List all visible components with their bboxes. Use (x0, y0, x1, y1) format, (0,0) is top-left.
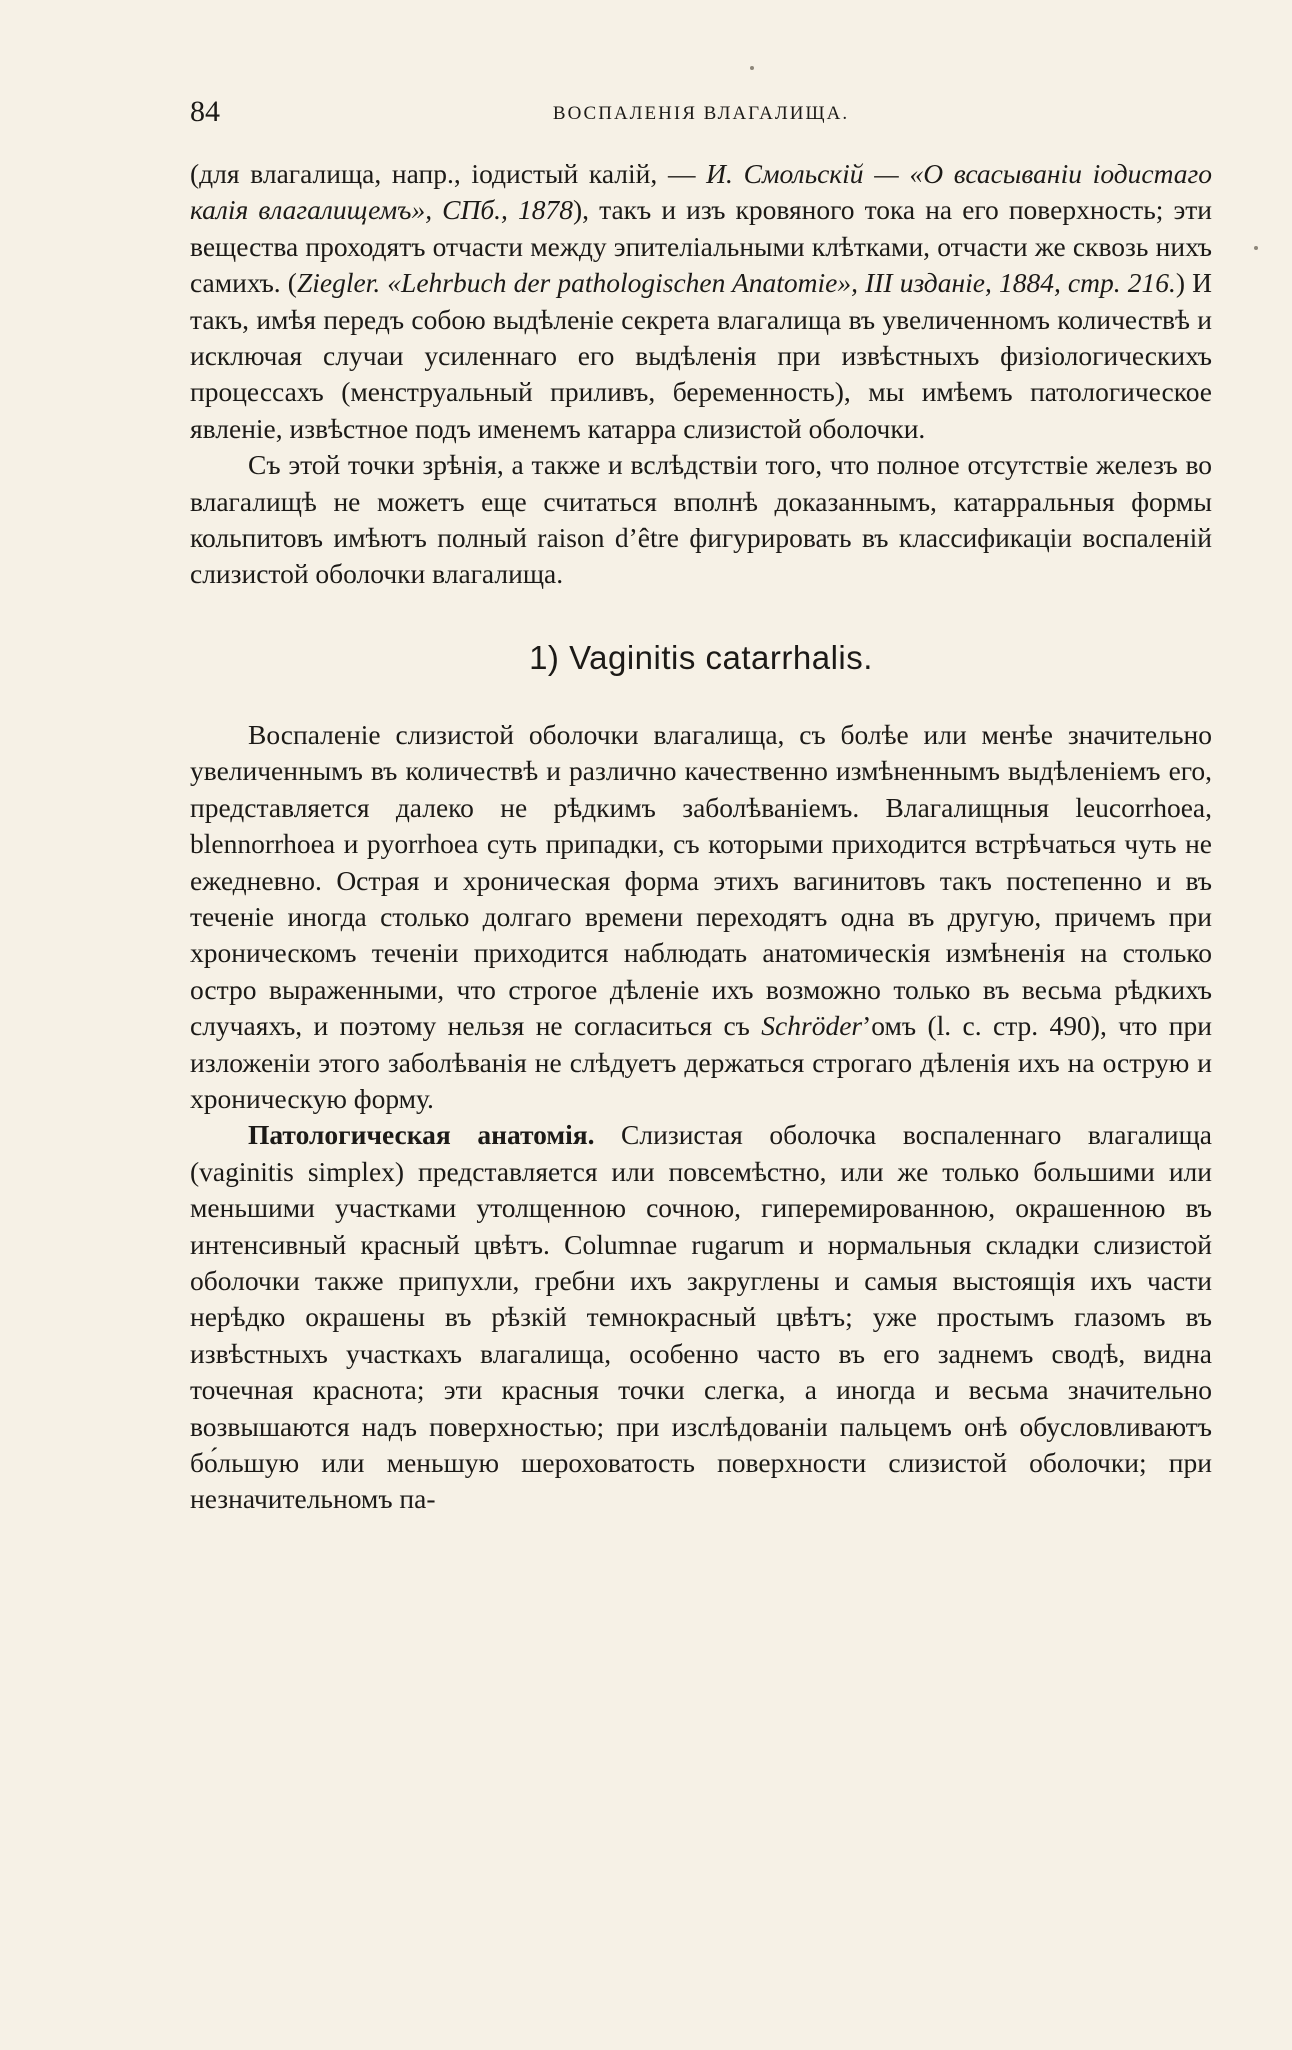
page-number: 84 (190, 95, 220, 128)
text-run: ’омъ (l. c. стр. 490), что при изложеніи этого заболѣванія не слѣдуетъ держаться строгаго дѣленія ихъ на острую и хроническую форму. (190, 1010, 1212, 1114)
paragraph-iodide-absorption (190, 156, 1212, 447)
print-speck (750, 66, 754, 70)
section-heading: 1) Vaginitis catarrhalis. (529, 638, 873, 676)
paragraph-definition (190, 717, 1212, 1117)
running-title: ВОСПАЛЕНІЯ ВЛАГАЛИЩА. (552, 103, 850, 124)
print-speck (1254, 246, 1258, 250)
paragraph-classification (190, 447, 1212, 593)
citation-ziegler: Ziegler. «Lehrbuch der pathologischen Anatomie», III изданіе, 1884, стр. 216. (296, 267, 1176, 299)
book-page (190, 92, 1212, 1518)
text-run: Съ этой точки зрѣнія, а также и вслѣдствіи того, что полное отсутствіе железъ во влагалищѣ не можетъ еще считаться вполнѣ доказаннымъ, катарральныя формы кольпитовъ имѣютъ полный raison d’être фигурировать въ классификаціи воспаленій слизистой оболочки влагалища. (190, 449, 1212, 590)
running-head (190, 92, 1212, 132)
author-schroder: Schröder (761, 1010, 863, 1042)
runin-heading: Патологическая анатомія. (248, 1119, 595, 1151)
text-run: ) И такъ, имѣя передъ собою выдѣленіе секрета влагалища въ увеличенномъ количествѣ и исключая случаи усиленнаго его выдѣленія при извѣстныхъ физіологическихъ процессахъ (менструальный приливъ, беременность), мы имѣемъ патологическое явленіе, извѣстное подъ именемъ катарра слизистой оболочки. (190, 267, 1212, 444)
citation-smolsky: И. Смольскій — «О всасываніи іодистаго калія влагалищемъ», СПб., 1878 (190, 158, 1212, 226)
text-run: Слизистая оболочка воспаленнаго влагалища (vaginitis simplex) представляется или повсемѣстно, или же только большими или меньшими участками утолщенною сочною, гиперемированною, окрашенною въ интенсивный красный цвѣтъ. Columnae rugarum и нормальныя складки слизистой оболочки также припухли, гребни ихъ закруглены и самыя выстоящія ихъ части нерѣдко окрашены въ рѣзкій темнокрасный цвѣтъ; уже простымъ глазомъ въ извѣстныхъ участкахъ влагалища, особенно часто въ его заднемъ сводѣ, видна точечная краснота; эти красныя точки слегка, а иногда и весьма значительно возвышаются надъ поверхностью; при изслѣдованіи пальцемъ онѣ обусловливаютъ бо́льшую или меньшую шероховатость поверхности слизистой оболочки; при незначительномъ па- (190, 1119, 1212, 1515)
text-run: (для влагалища, напр., іодистый калій, — (190, 158, 707, 189)
text-run: Воспаленіе слизистой оболочки влагалища, съ болѣе или менѣе значительно увеличеннымъ въ количествѣ и различно качественно измѣненнымъ выдѣленіемъ его, представляется далеко не рѣдкимъ заболѣваніемъ. Влагалищныя leucorrhoea, blennorrhoea и pyorrhoea суть припадки, съ которыми приходится встрѣчаться чуть не ежедневно. Острая и хроническая форма этихъ вагинитовъ такъ постепенно и въ теченіе иногда столько долгаго времени переходятъ одна въ другую, причемъ при хроническомъ теченіи приходится наблюдать анатомическія измѣненія на столько остро выраженными, что строгое дѣленіе ихъ возможно только въ весьма рѣдкихъ случаяхъ, и поэтому нельзя не согласиться съ (190, 718, 1212, 1042)
paragraph-pathological-anatomy (190, 1117, 1212, 1517)
text-run: ), такъ и изъ кровяного тока на его поверхность; эти вещества проходятъ отчасти между эпителіальными клѣтками, отчасти же сквозь нихъ самихъ. ( (190, 194, 1212, 299)
